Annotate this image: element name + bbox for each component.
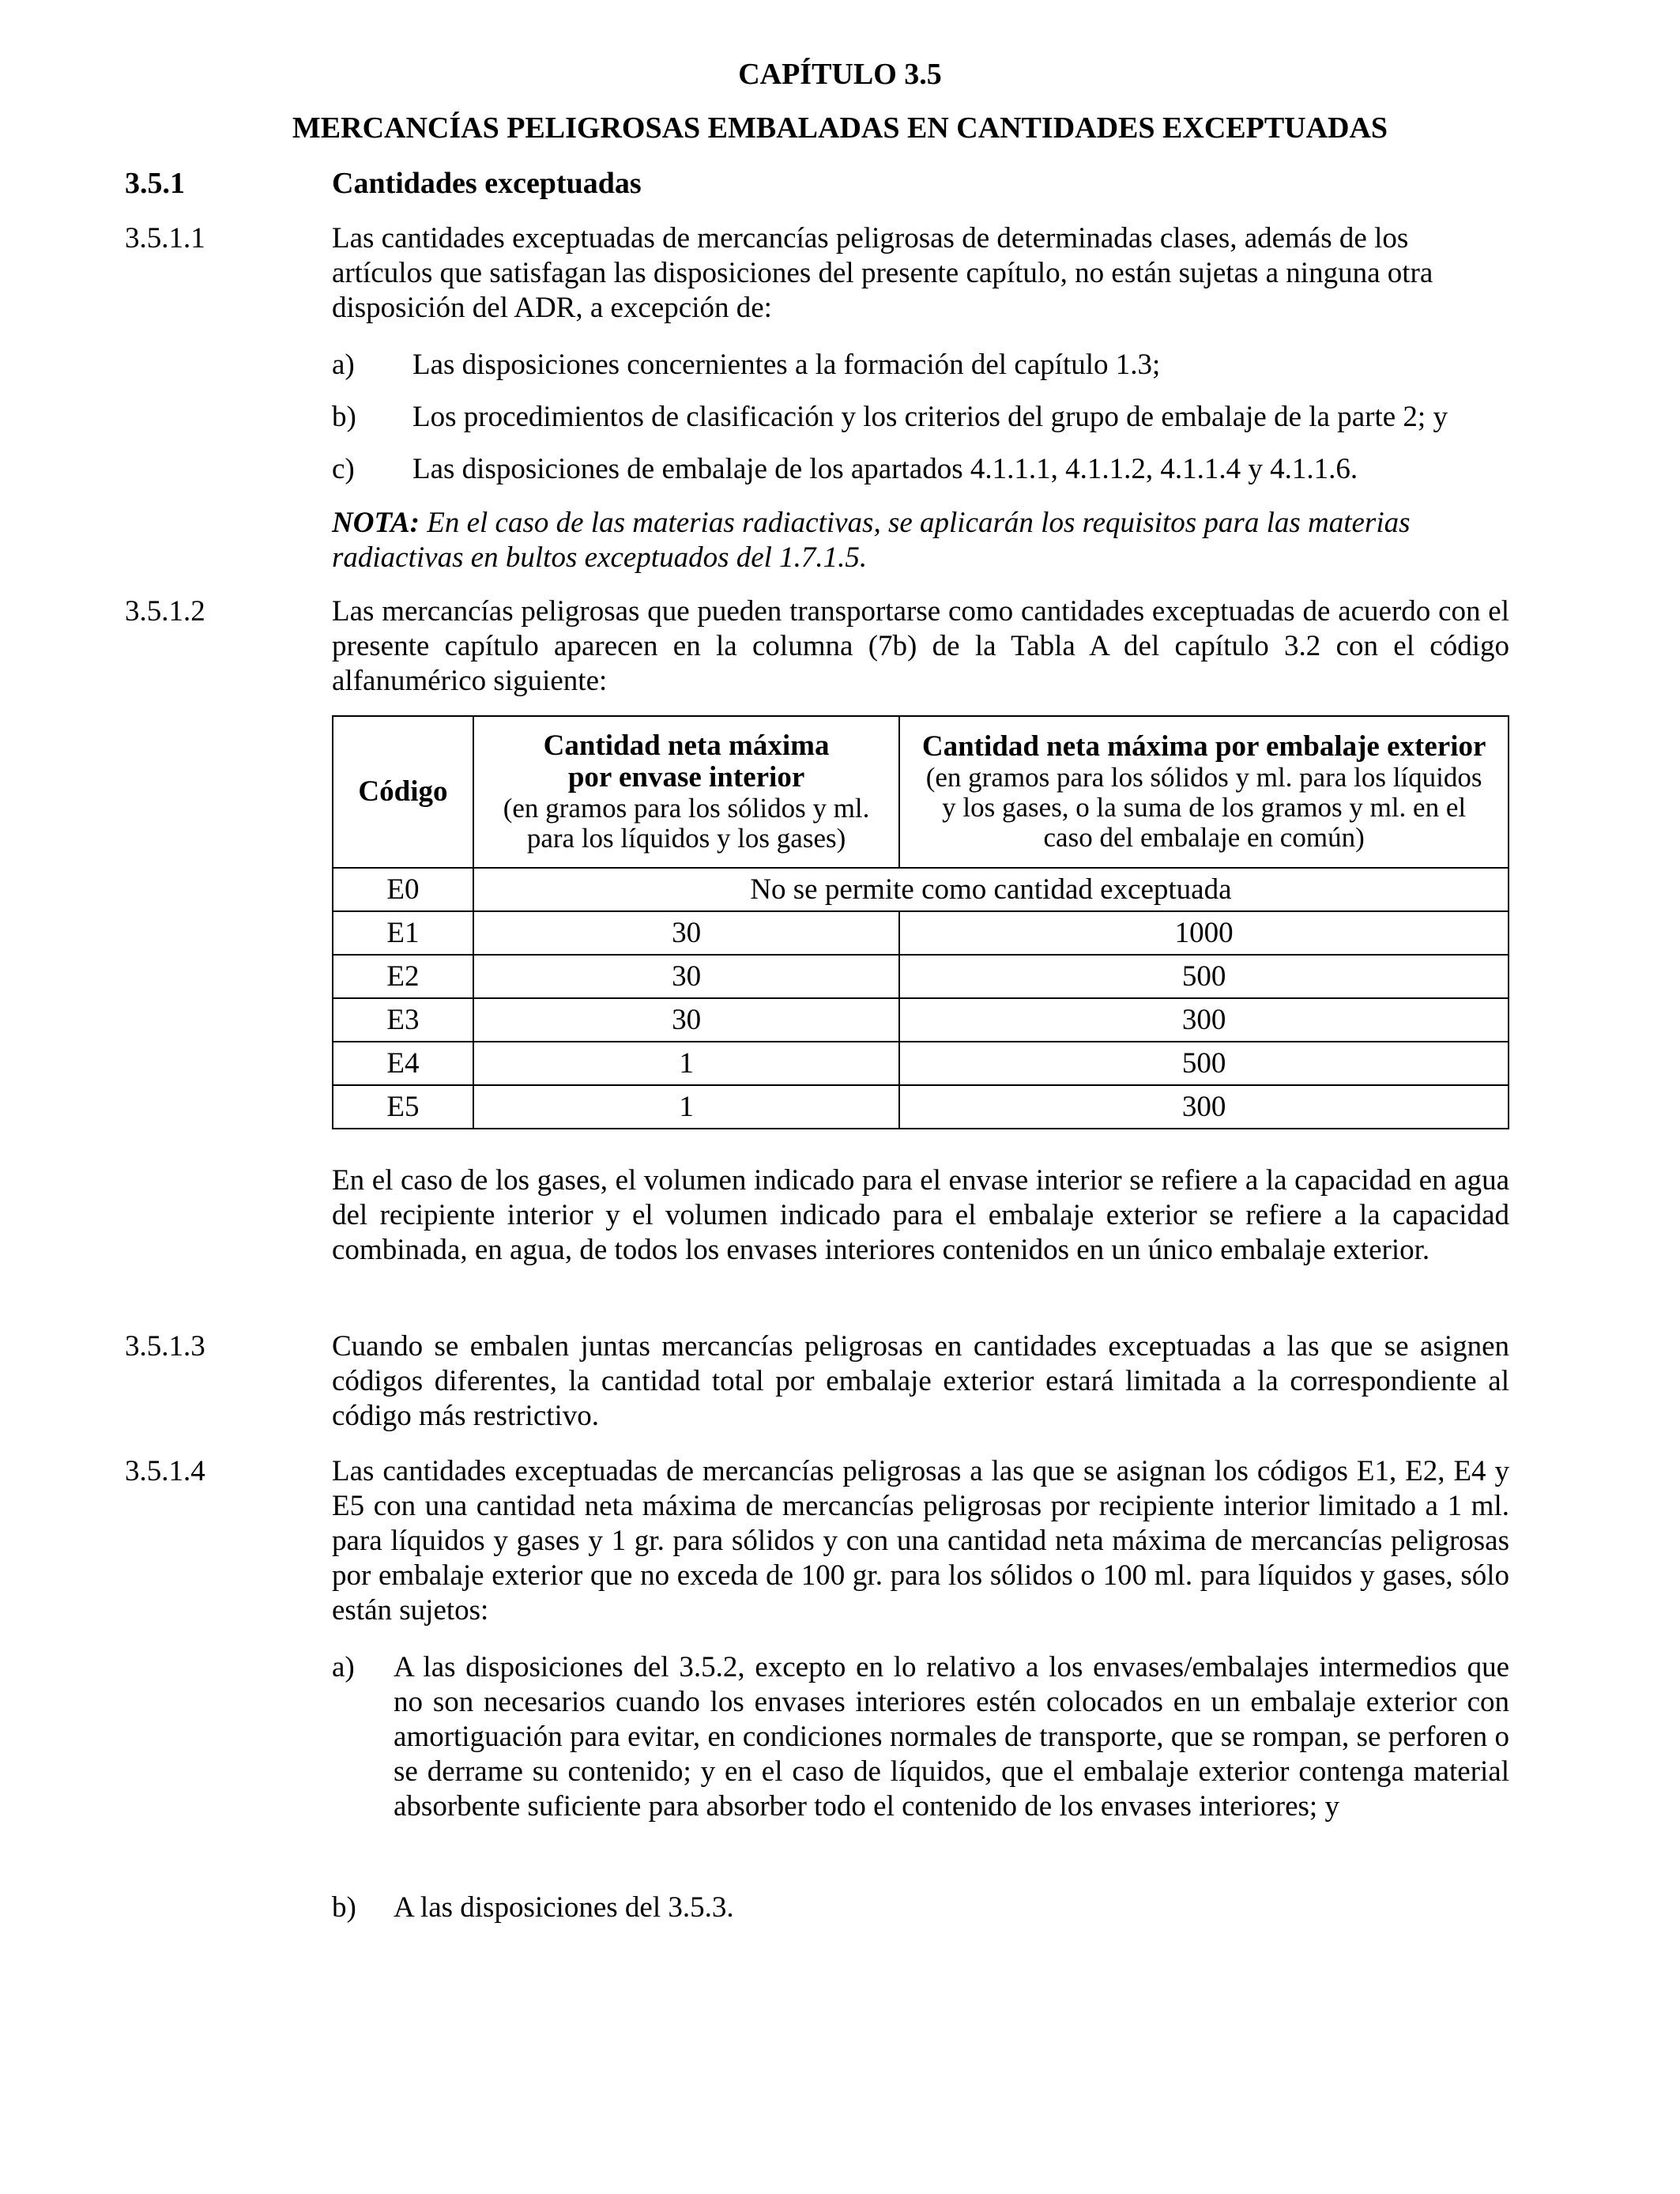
cell-inner: 30 [473, 998, 899, 1042]
paragraph-3514-text: Las cantidades exceptuadas de mercancías peligrosas a las que se asignan los códigos E1, E2, E4 y E5 con una cantidad neta máxima de mercancías peligrosas por recipiente interior limitado a 1 ml. para líquidos y gases y 1 gr. para sólidos y con una cantidad neta máxima de mercancías peligrosas por embalaje exterior que no exceda de 100 gr. para los sólidos o 100 ml. para líquidos y gases, sólo están sujetos: [332, 1455, 1509, 1627]
list-item-label: c) [332, 453, 355, 485]
note-label: NOTA: [332, 507, 420, 539]
table-row [333, 1042, 1509, 1085]
cell-outer: 1000 [899, 911, 1509, 955]
paragraph-number-3514: 3.5.1.4 [125, 1455, 205, 1487]
cell-outer: 500 [899, 955, 1509, 998]
cell-code: E3 [333, 998, 473, 1042]
column-header-outer-sub: (en gramos para los sólidos y ml. para los líquidos y los gases, o la suma de los gramos y ml. en el caso del embalaje en común) [925, 762, 1482, 853]
table-row [333, 955, 1509, 998]
list-item-text: Las disposiciones de embalaje de los apartados 4.1.1.1, 4.1.1.2, 4.1.1.4 y 4.1.1.6. [412, 453, 1358, 485]
cell-outer: 300 [899, 1085, 1509, 1129]
list-item-label: b) [332, 1891, 356, 1924]
column-header-inner [473, 716, 899, 868]
cell-code: E0 [333, 868, 473, 911]
list-item-text: Las disposiciones concernientes a la formación del capítulo 1.3; [412, 349, 1161, 381]
section-heading: Cantidades exceptuadas [332, 167, 642, 200]
cell-code: E2 [333, 955, 473, 998]
list-item-label: a) [332, 1651, 355, 1683]
column-header-code: Código [333, 716, 473, 868]
table-row [333, 1085, 1509, 1129]
table-header-row [333, 716, 1509, 868]
list-item-text: A las disposiciones del 3.5.3. [394, 1891, 734, 1924]
cell-code: E1 [333, 911, 473, 955]
cell-inner: 30 [473, 911, 899, 955]
cell-inner: 1 [473, 1042, 899, 1085]
cell-outer: 300 [899, 998, 1509, 1042]
cell-outer: 500 [899, 1042, 1509, 1085]
paragraph-3512-text: Las mercancías peligrosas que pueden transportarse como cantidades exceptuadas de acuerdo con el presente capítulo aparecen en la columna (7b) de la Tabla A del capítulo 3.2 con el código alfanumérico siguiente: [332, 595, 1509, 697]
column-header-inner-title: Cantidad neta máxima por envase interior [543, 729, 830, 794]
note [332, 506, 1501, 575]
list-item-label: a) [332, 349, 355, 381]
paragraph-3513-text: Cuando se embalen juntas mercancías peligrosas en cantidades exceptuadas a las que se asignen códigos diferentes, la cantidad total por embalaje exterior estará limitada a la correspondiente al código más restrictivo. [332, 1330, 1509, 1432]
column-header-outer [899, 716, 1509, 868]
paragraph-after-table: En el caso de los gases, el volumen indicado para el envase interior se refiere a la capacidad en agua del recipiente interior y el volumen indicado para el embalaje exterior se refiere a la capacidad combinada, en agua, de todos los envases interiores contenidos en un único embalaje exterior. [332, 1164, 1509, 1266]
list-item-text: Los procedimientos de clasificación y los criterios del grupo de embalaje de la parte 2; y [412, 401, 1448, 433]
table-row [333, 998, 1509, 1042]
column-header-outer-title: Cantidad neta máxima por embalaje exterior [921, 730, 1486, 763]
cell-e0-note: No se permite como cantidad exceptuada [473, 868, 1509, 911]
paragraph-number-3513: 3.5.1.3 [125, 1330, 205, 1363]
cell-inner: 1 [473, 1085, 899, 1129]
paragraph-3511-text: Las cantidades exceptuadas de mercancías peligrosas de determinadas clases, además de los artículos que satisfagan las disposiciones del presente capítulo, no están sujetas a ninguna otra disposición del ADR, a excepción de: [332, 222, 1433, 324]
list-item-text: A las disposiciones del 3.5.2, excepto en lo relativo a los envases/embalajes intermedios que no son necesarios cuando los envases interiores estén colocados en un embalaje exterior con amortiguación para evitar, en condiciones normales de transporte, que se rompan, se perforen o se derrame su contenido; y en el caso de líquidos, que el embalaje exterior contenga material absorbente suficiente para absorber todo el contenido de los envases interiores; y [394, 1651, 1509, 1823]
paragraph-number-3511: 3.5.1.1 [125, 222, 205, 254]
section-number: 3.5.1 [125, 167, 185, 200]
table-row [333, 868, 1509, 911]
cell-code: E4 [333, 1042, 473, 1085]
table-row [333, 911, 1509, 955]
chapter-subtitle: MERCANCÍAS PELIGROSAS EMBALADAS EN CANTIDADES EXCEPTUADAS [292, 111, 1388, 145]
column-header-inner-sub: (en gramos para los sólidos y ml. para los líquidos y los gases) [503, 793, 870, 854]
cell-code: E5 [333, 1085, 473, 1129]
list-item-label: b) [332, 401, 356, 433]
chapter-title: CAPÍTULO 3.5 [738, 58, 942, 91]
paragraph-number-3512: 3.5.1.2 [125, 595, 205, 628]
note-text: En el caso de las materias radiactivas, se aplicarán los requisitos para las materias radiactivas en bultos exceptuados del 1.7.1.5. [332, 507, 1411, 574]
exception-codes-table [332, 715, 1509, 1129]
cell-inner: 30 [473, 955, 899, 998]
